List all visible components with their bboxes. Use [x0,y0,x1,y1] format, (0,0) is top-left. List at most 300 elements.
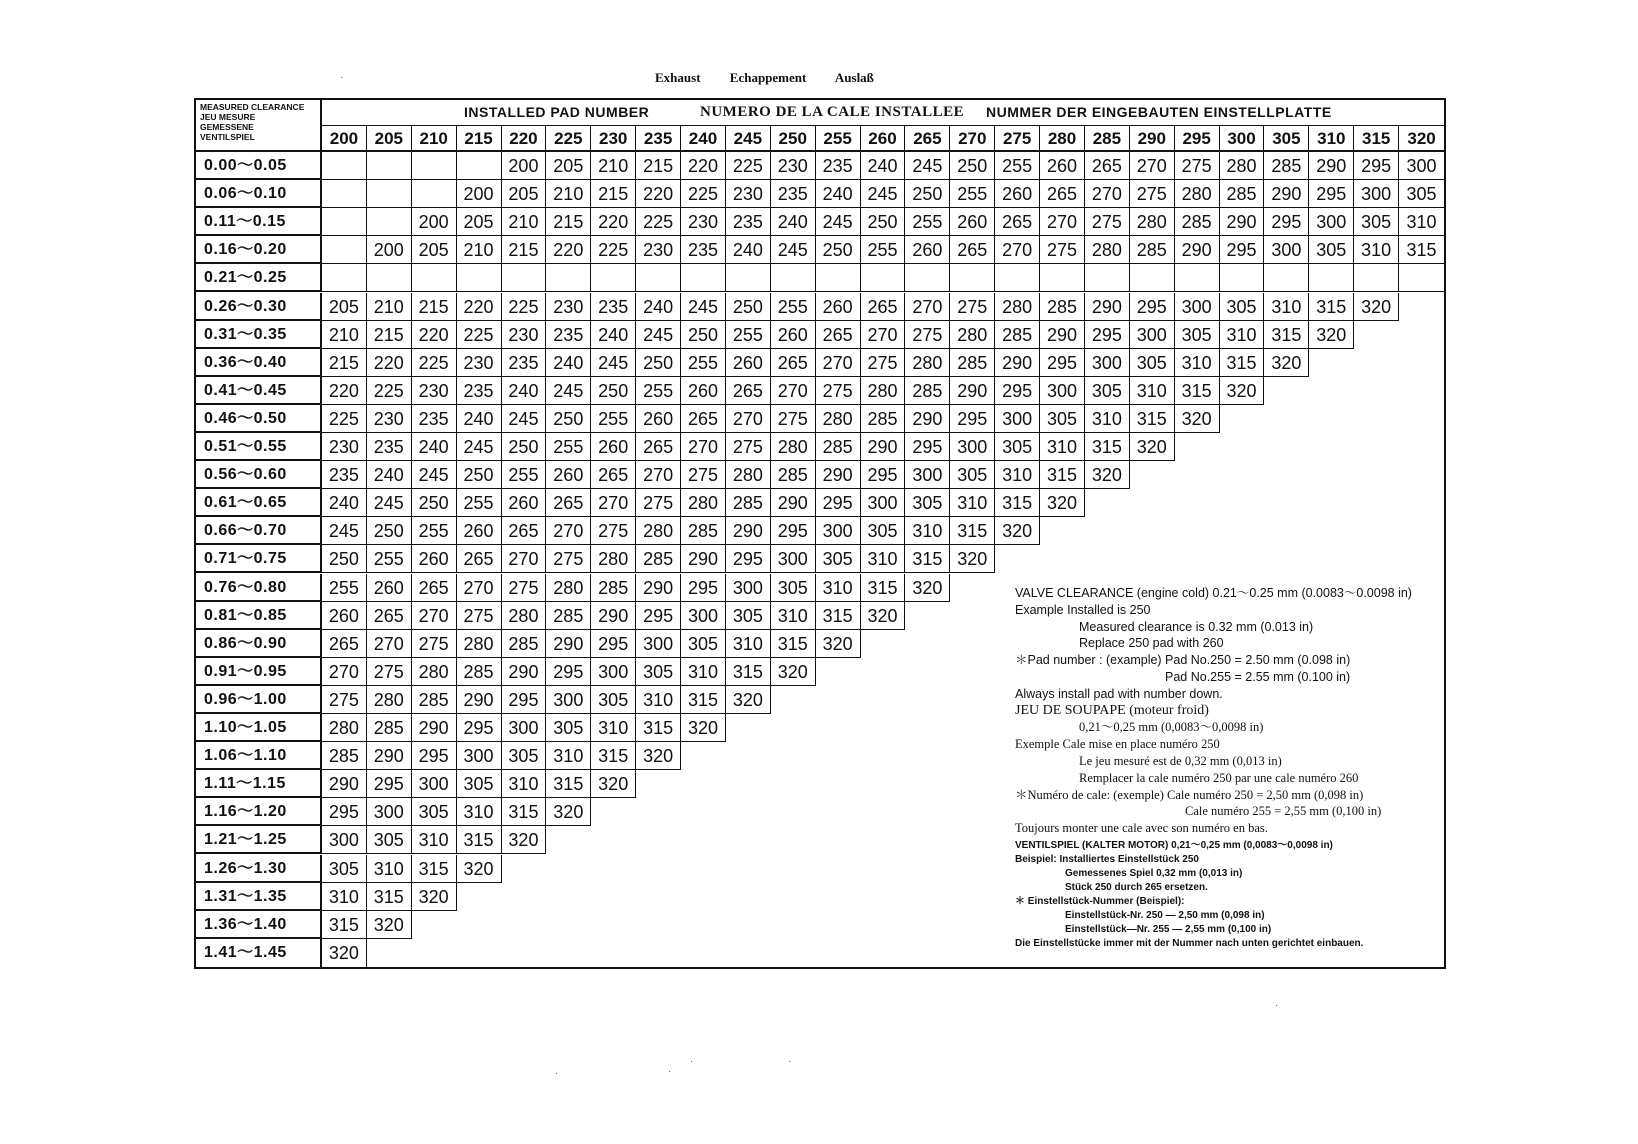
replacement-pad-cell: 240 [412,433,457,461]
replacement-pad-cell: 235 [591,293,636,321]
table-cell-empty [905,264,950,292]
replacement-pad-cell: 315 [591,742,636,770]
replacement-pad-cell: 275 [1040,236,1085,264]
table-cell-empty [1220,264,1265,292]
replacement-pad-cell: 250 [367,517,412,545]
replacement-pad-cell: 320 [950,545,995,573]
replacement-pad-cell: 295 [546,658,591,686]
replacement-pad-cell: 295 [1130,293,1175,321]
replacement-pad-cell: 310 [636,686,681,714]
replacement-pad-cell: 300 [1354,180,1399,208]
replacement-pad-cell: 285 [502,630,547,658]
replacement-pad-cell: 280 [771,433,816,461]
replacement-pad-cell: 245 [367,489,412,517]
table-cell-empty [457,264,502,292]
replacement-pad-cell: 225 [726,152,771,180]
replacement-pad-cell: 260 [905,236,950,264]
replacement-pad-cell: 320 [367,911,412,939]
replacement-pad-cell: 275 [591,517,636,545]
replacement-pad-cell: 285 [771,461,816,489]
replacement-pad-cell: 290 [367,742,412,770]
replacement-pad-cell: 310 [950,489,995,517]
replacement-pad-cell: 215 [636,152,681,180]
replacement-pad-cell: 225 [412,349,457,377]
installed-pad-column-header: 320 [1399,126,1444,152]
note-en-line: ＊Pad number : (example) Pad No.250 = 2.50 mm (0.098 in) [1015,653,1351,668]
header-left-line: MEASURED CLEARANCE [200,102,305,112]
replacement-pad-cell: 270 [546,517,591,545]
replacement-pad-cell: 265 [861,293,906,321]
replacement-pad-cell: 280 [950,321,995,349]
replacement-pad-cell: 315 [861,574,906,602]
replacement-pad-cell: 310 [1040,433,1085,461]
replacement-pad-cell: 320 [1264,349,1309,377]
replacement-pad-cell: 260 [771,321,816,349]
installed-pad-column-header: 310 [1309,126,1354,152]
replacement-pad-cell: 270 [636,461,681,489]
replacement-pad-cell: 295 [1309,180,1354,208]
replacement-pad-cell: 240 [322,489,367,517]
replacement-pad-cell: 320 [995,517,1040,545]
replacement-pad-cell: 265 [322,630,367,658]
replacement-pad-cell: 305 [905,489,950,517]
replacement-pad-cell: 210 [457,236,502,264]
replacement-pad-cell: 270 [502,545,547,573]
replacement-pad-cell: 200 [367,236,412,264]
header-left-line: JEU MESURE [200,112,256,122]
replacement-pad-cell: 280 [905,349,950,377]
replacement-pad-cell: 305 [771,574,816,602]
replacement-pad-cell: 275 [322,686,367,714]
replacement-pad-cell: 295 [1354,152,1399,180]
replacement-pad-cell: 310 [905,517,950,545]
replacement-pad-cell: 245 [636,321,681,349]
replacement-pad-cell: 255 [322,574,367,602]
replacement-pad-cell: 235 [816,152,861,180]
table-cell-empty [322,236,367,264]
header-left-line: GEMESSENE [200,122,254,132]
replacement-pad-cell: 320 [412,883,457,911]
replacement-pad-cell: 310 [861,545,906,573]
instructions [1015,585,1445,951]
replacement-pad-cell: 320 [1309,321,1354,349]
replacement-pad-cell: 315 [771,630,816,658]
replacement-pad-cell: 300 [816,517,861,545]
replacement-pad-cell: 285 [681,517,726,545]
installed-pad-column-header: 205 [367,126,412,152]
replacement-pad-cell: 320 [546,798,591,826]
table-cell-empty [1399,264,1444,292]
replacement-pad-cell: 305 [546,714,591,742]
replacement-pad-cell: 280 [412,658,457,686]
replacement-pad-cell: 260 [726,349,771,377]
replacement-pad-cell: 255 [636,377,681,405]
replacement-pad-cell: 275 [771,405,816,433]
measured-clearance-range: 0.16～0.20 [196,236,322,264]
replacement-pad-cell: 300 [367,798,412,826]
replacement-pad-cell: 285 [322,742,367,770]
replacement-pad-cell: 280 [1130,208,1175,236]
replacement-pad-cell: 320 [322,939,367,967]
replacement-pad-cell: 290 [591,602,636,630]
header-top-de: NUMMER DER EINGEBAUTEN EINSTELLPLATTE [986,104,1332,120]
table-cell-empty [1354,264,1399,292]
replacement-pad-cell: 210 [591,152,636,180]
table-cell-empty [412,264,457,292]
replacement-pad-cell: 245 [412,461,457,489]
replacement-pad-cell: 310 [367,855,412,883]
table-cell-empty [367,152,412,180]
replacement-pad-cell: 250 [950,152,995,180]
replacement-pad-cell: 265 [1040,180,1085,208]
replacement-pad-cell: 240 [861,152,906,180]
replacement-pad-cell: 255 [726,321,771,349]
replacement-pad-cell: 260 [1040,152,1085,180]
replacement-pad-cell: 270 [457,574,502,602]
replacement-pad-cell: 240 [771,208,816,236]
replacement-pad-cell: 255 [457,489,502,517]
replacement-pad-cell: 305 [322,855,367,883]
replacement-pad-cell: 275 [412,630,457,658]
replacement-pad-cell: 285 [905,377,950,405]
replacement-pad-cell: 290 [1085,293,1130,321]
replacement-pad-cell: 305 [995,433,1040,461]
replacement-pad-cell: 295 [502,686,547,714]
replacement-pad-cell: 315 [1220,349,1265,377]
replacement-pad-cell: 305 [861,517,906,545]
replacement-pad-cell: 300 [995,405,1040,433]
note-fr-line: Toujours monter une cale avec son numéro en bas. [1015,821,1268,836]
replacement-pad-cell: 245 [681,293,726,321]
table-cell-empty [457,152,502,180]
note-en-line: Measured clearance is 0.32 mm (0.013 in) [1079,619,1314,634]
replacement-pad-cell: 310 [816,574,861,602]
replacement-pad-cell: 285 [950,349,995,377]
replacement-pad-cell: 215 [322,349,367,377]
measured-clearance-range: 1.36～1.40 [196,911,322,939]
replacement-pad-cell: 275 [546,545,591,573]
replacement-pad-cell: 280 [322,714,367,742]
replacement-pad-cell: 215 [367,321,412,349]
measured-clearance-range: 0.86～0.90 [196,630,322,658]
note-fr-line: JEU DE SOUPAPE (moteur froid) [1015,702,1209,718]
replacement-pad-cell: 255 [950,180,995,208]
table-cell-empty [816,264,861,292]
replacement-pad-cell: 315 [1040,461,1085,489]
replacement-pad-cell: 290 [861,433,906,461]
measured-clearance-range: 1.06～1.10 [196,742,322,770]
note-fr-line: 0,21～0,25 mm (0,0083～0,0098 in) [1079,720,1264,735]
table-cell-empty [861,264,906,292]
replacement-pad-cell: 305 [726,602,771,630]
replacement-pad-cell: 290 [1175,236,1220,264]
replacement-pad-cell: 305 [816,545,861,573]
replacement-pad-cell: 320 [771,658,816,686]
measured-clearance-range: 1.16～1.20 [196,798,322,826]
replacement-pad-cell: 290 [502,658,547,686]
installed-pad-column-header: 315 [1354,126,1399,152]
measured-clearance-range: 1.26～1.30 [196,855,322,883]
replacement-pad-cell: 295 [457,714,502,742]
replacement-pad-cell: 225 [457,321,502,349]
replacement-pad-cell: 215 [546,208,591,236]
scan-speck: · [690,1056,694,1067]
replacement-pad-cell: 310 [1399,208,1444,236]
note-de-line: ＊ Einstellstück-Nummer (Beispiel): [1015,895,1185,907]
replacement-pad-cell: 285 [861,405,906,433]
replacement-pad-cell: 230 [546,293,591,321]
measured-clearance-range: 0.26～0.30 [196,293,322,321]
measured-clearance-range: 1.10～1.05 [196,714,322,742]
replacement-pad-cell: 315 [1085,433,1130,461]
replacement-pad-cell: 285 [1040,293,1085,321]
replacement-pad-cell: 275 [1175,152,1220,180]
replacement-pad-cell: 305 [1309,236,1354,264]
measured-clearance-range: 1.41～1.45 [196,939,322,967]
replacement-pad-cell: 255 [502,461,547,489]
replacement-pad-cell: 275 [457,602,502,630]
replacement-pad-cell: 290 [681,545,726,573]
installed-pad-column-header: 250 [771,126,816,152]
table-cell-empty [771,264,816,292]
note-de-line: Gemessenes Spiel 0,32 mm (0,013 in) [1065,867,1243,879]
replacement-pad-cell: 225 [367,377,412,405]
replacement-pad-cell: 235 [412,405,457,433]
table-cell-empty [322,152,367,180]
replacement-pad-cell: 320 [457,855,502,883]
replacement-pad-cell: 315 [995,489,1040,517]
replacement-pad-cell: 305 [1085,377,1130,405]
replacement-pad-cell: 250 [861,208,906,236]
measured-clearance-range: 0.31～0.35 [196,321,322,349]
replacement-pad-cell: 285 [816,433,861,461]
header-top-fr: NUMERO DE LA CALE INSTALLEE [700,104,965,120]
measured-clearance-range: 0.76～0.80 [196,574,322,602]
replacement-pad-cell: 285 [636,545,681,573]
note-de-line: VENTILSPIEL (KALTER MOTOR) 0,21～0,25 mm (0,0083～0,0098 in) [1015,839,1333,851]
replacement-pad-cell: 255 [546,433,591,461]
replacement-pad-cell: 265 [502,517,547,545]
replacement-pad-cell: 240 [502,377,547,405]
replacement-pad-cell: 320 [1085,461,1130,489]
replacement-pad-cell: 305 [950,461,995,489]
replacement-pad-cell: 265 [771,349,816,377]
replacement-pad-cell: 310 [1175,349,1220,377]
measured-clearance-range: 0.56～0.60 [196,461,322,489]
replacement-pad-cell: 320 [861,602,906,630]
replacement-pad-cell: 270 [726,405,771,433]
replacement-pad-cell: 315 [816,602,861,630]
replacement-pad-cell: 315 [412,855,457,883]
replacement-pad-cell: 260 [322,602,367,630]
title-en: Exhaust [655,70,701,85]
replacement-pad-cell: 245 [546,377,591,405]
replacement-pad-cell: 295 [905,433,950,461]
scan-speck: · [788,1056,792,1067]
note-de-line: Einstellstück—Nr. 255 — 2,55 mm (0,100 in) [1065,923,1272,935]
replacement-pad-cell: 275 [367,658,412,686]
replacement-pad-cell: 250 [412,489,457,517]
table-cell-empty [591,264,636,292]
replacement-pad-cell: 310 [546,742,591,770]
replacement-pad-cell: 230 [636,236,681,264]
table-cell-empty [636,264,681,292]
measured-clearance-range: 0.81～0.85 [196,602,322,630]
installed-pad-column-header: 235 [636,126,681,152]
replacement-pad-cell: 280 [1175,180,1220,208]
replacement-pad-cell: 280 [367,686,412,714]
replacement-pad-cell: 315 [636,714,681,742]
table-cell-empty [1130,264,1175,292]
replacement-pad-cell: 260 [636,405,681,433]
replacement-pad-cell: 265 [457,545,502,573]
replacement-pad-cell: 265 [816,321,861,349]
replacement-pad-cell: 260 [412,545,457,573]
replacement-pad-cell: 285 [995,321,1040,349]
replacement-pad-cell: 305 [457,770,502,798]
replacement-pad-cell: 245 [905,152,950,180]
replacement-pad-cell: 250 [546,405,591,433]
measured-clearance-range: 0.96～1.00 [196,686,322,714]
replacement-pad-cell: 310 [502,770,547,798]
replacement-pad-cell: 240 [591,321,636,349]
measured-clearance-range: 0.66～0.70 [196,517,322,545]
measured-clearance-range: 0.00～0.05 [196,152,322,180]
replacement-pad-cell: 265 [726,377,771,405]
replacement-pad-cell: 305 [636,658,681,686]
replacement-pad-cell: 220 [681,152,726,180]
replacement-pad-cell: 305 [1354,208,1399,236]
note-fr-line: Le jeu mesuré est de 0,32 mm (0,013 in) [1079,753,1282,768]
replacement-pad-cell: 320 [726,686,771,714]
installed-pad-column-header: 255 [816,126,861,152]
scan-speck: · [668,1066,672,1077]
replacement-pad-cell: 280 [1220,152,1265,180]
replacement-pad-cell: 245 [861,180,906,208]
replacement-pad-cell: 320 [502,826,547,854]
replacement-pad-cell: 290 [995,349,1040,377]
note-en-line: Pad No.255 = 2.55 mm (0.100 in) [1165,669,1351,684]
replacement-pad-cell: 260 [995,180,1040,208]
replacement-pad-cell: 280 [816,405,861,433]
replacement-pad-cell: 310 [1354,236,1399,264]
replacement-pad-cell: 255 [367,545,412,573]
replacement-pad-cell: 230 [412,377,457,405]
replacement-pad-cell: 275 [861,349,906,377]
replacement-pad-cell: 320 [1175,405,1220,433]
table-cell-empty [322,264,367,292]
measured-clearance-range: 0.11～0.15 [196,208,322,236]
replacement-pad-cell: 280 [457,630,502,658]
replacement-pad-cell: 320 [1130,433,1175,461]
replacement-pad-cell: 295 [1264,208,1309,236]
replacement-pad-cell: 235 [726,208,771,236]
replacement-pad-cell: 290 [1264,180,1309,208]
replacement-pad-cell: 295 [995,377,1040,405]
replacement-pad-cell: 290 [950,377,995,405]
replacement-pad-cell: 245 [457,433,502,461]
replacement-pad-cell: 220 [367,349,412,377]
replacement-pad-cell: 305 [591,686,636,714]
replacement-pad-cell: 315 [322,911,367,939]
replacement-pad-cell: 260 [950,208,995,236]
scan-speck: · [340,72,344,83]
replacement-pad-cell: 250 [726,293,771,321]
installed-pad-column-header: 300 [1220,126,1265,152]
title-de: Auslaß [834,70,874,85]
replacement-pad-cell: 295 [636,602,681,630]
replacement-pad-cell: 270 [1085,180,1130,208]
replacement-pad-cell: 230 [681,208,726,236]
replacement-pad-cell: 280 [1085,236,1130,264]
replacement-pad-cell: 210 [546,180,591,208]
replacement-pad-cell: 215 [502,236,547,264]
replacement-pad-cell: 205 [457,208,502,236]
installed-pad-column-header: 210 [412,126,457,152]
replacement-pad-cell: 260 [591,433,636,461]
replacement-pad-cell: 270 [1130,152,1175,180]
replacement-pad-cell: 260 [457,517,502,545]
replacement-pad-cell: 290 [905,405,950,433]
replacement-pad-cell: 220 [322,377,367,405]
table-cell-empty [1264,264,1309,292]
note-en-line: VALVE CLEARANCE (engine cold) 0.21～0.25 mm (0.0083～0.0098 in) [1015,586,1412,600]
replacement-pad-cell: 235 [771,180,816,208]
replacement-pad-cell: 320 [681,714,726,742]
replacement-pad-cell: 290 [726,517,771,545]
replacement-pad-cell: 295 [861,461,906,489]
measured-clearance-range: 0.91～0.95 [196,658,322,686]
installed-pad-column-header: 265 [905,126,950,152]
replacement-pad-cell: 300 [546,686,591,714]
replacement-pad-cell: 280 [726,461,771,489]
replacement-pad-cell: 255 [412,517,457,545]
replacement-pad-cell: 245 [322,517,367,545]
replacement-pad-cell: 240 [726,236,771,264]
replacement-pad-cell: 235 [322,461,367,489]
replacement-pad-cell: 215 [591,180,636,208]
table-cell-empty [412,152,457,180]
installed-pad-column-header: 215 [457,126,502,152]
replacement-pad-cell: 210 [322,321,367,349]
table-cell-empty [546,264,591,292]
replacement-pad-cell: 295 [367,770,412,798]
replacement-pad-cell: 270 [995,236,1040,264]
replacement-pad-cell: 320 [1354,293,1399,321]
replacement-pad-cell: 235 [681,236,726,264]
replacement-pad-cell: 270 [681,433,726,461]
header-left-line: VENTILSPIEL [200,132,255,142]
replacement-pad-cell: 275 [726,433,771,461]
replacement-pad-cell: 295 [1085,321,1130,349]
replacement-pad-cell: 315 [1309,293,1354,321]
replacement-pad-cell: 205 [322,293,367,321]
replacement-pad-cell: 315 [726,658,771,686]
replacement-pad-cell: 215 [412,293,457,321]
replacement-pad-cell: 290 [1309,152,1354,180]
replacement-pad-cell: 250 [322,545,367,573]
replacement-pad-cell: 200 [412,208,457,236]
note-en-line: Example Installed is 250 [1015,602,1151,617]
replacement-pad-cell: 280 [636,517,681,545]
replacement-pad-cell: 255 [591,405,636,433]
installed-pad-column-header: 280 [1040,126,1085,152]
replacement-pad-cell: 275 [681,461,726,489]
measured-clearance-range: 0.46～0.50 [196,405,322,433]
replacement-pad-cell: 270 [905,293,950,321]
replacement-pad-cell: 240 [816,180,861,208]
measured-clearance-range: 1.31～1.35 [196,883,322,911]
